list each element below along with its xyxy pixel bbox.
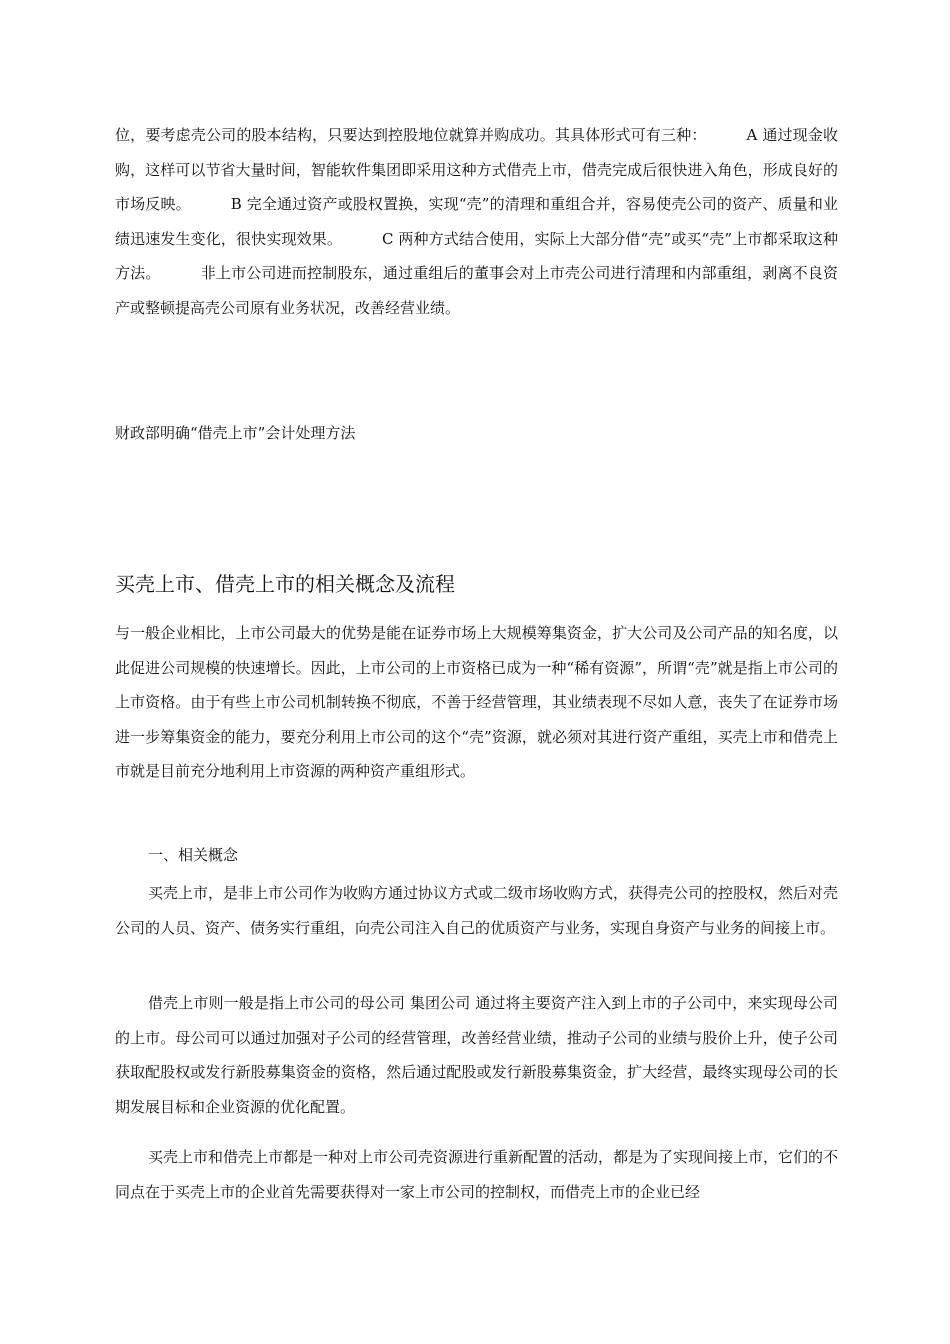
form-option-b: B 完全通过资产或股权置换，实现“壳”的清理和重组合并，容易使壳公司的资产、质量和业绩迅速发生变化，很快实现效果。 bbox=[115, 195, 838, 248]
paragraph-forms bbox=[115, 118, 838, 325]
paragraph-forms-intro: 位，要考虑壳公司的股本结构，只要达到控股地位就算并购成功。其具体形式可有三种： bbox=[115, 126, 707, 144]
form-option-c: C 两种方式结合使用，实际上大部分借“壳”或买“壳”上市都采取这种方法。 bbox=[115, 229, 838, 282]
paragraph-borrow-shell: 借壳上市则一般是指上市公司的母公司 集团公司 通过将主要资产注入到上市的子公司中，来实现母公司的上市。母公司可以通过加强对子公司的经营管理，改善经营业绩，推动子公司的业绩与股价上升，使子公司获取配股权或发行新股募集资金的资格，然后通过配股或发行新股募集资金，扩大经营，最终实现母公司的长期发展目标和企业资源的优化配置。 bbox=[115, 994, 838, 1116]
section-heading: 买壳上市、借壳上市的相关概念及流程 bbox=[115, 572, 455, 596]
paragraph-forms-tail: 非上市公司进而控制股东，通过重组后的董事会对上市壳公司进行清理和内部重组，剥离不良资产或整顿提高壳公司原有业务状况，改善经营业绩。 bbox=[115, 264, 838, 317]
form-option-a: A 通过现金收购，这样可以节省大量时间，智能软件集团即采用这种方式借壳上市，借壳完成后很快进入角色，形成良好的市场反映。 bbox=[115, 126, 838, 213]
paragraph-comparison: 买壳上市和借壳上市都是一种对上市公司壳资源进行重新配置的活动，都是为了实现间接上市，它们的不同点在于买壳上市的企业首先需要获得对一家上市公司的控制权，而借壳上市的企业已经 bbox=[115, 1148, 839, 1201]
paragraph-intro: 与一般企业相比，上市公司最大的优势是能在证券市场上大规模筹集资金，扩大公司及公司产品的知名度，以此促进公司规模的快速增长。因此，上市公司的上市资格已成为一种“稀有资源”，所谓“壳”就是指上市公司的上市资格。由于有些上市公司机制转换不彻底，不善于经营管理，其业绩表现不尽如人意，丧失了在证券市场进一步筹集资金的能力，要充分利用上市公司的这个“壳”资源，就必须对其进行资产重组，买壳上市和借壳上市就是目前充分地利用上市资源的两种资产重组形式。 bbox=[115, 624, 838, 780]
ministry-note: 财政部明确“借壳上市”会计处理方法 bbox=[115, 424, 356, 442]
paragraph-buy-shell: 买壳上市，是非上市公司作为收购方通过协议方式或二级市场收购方式，获得壳公司的控股权，然后对壳公司的人员、资产、债务实行重组，向壳公司注入自己的优质资产与业务，实现自身资产与业务的间接上市。 bbox=[115, 884, 839, 937]
subheading-concepts: 一、相关概念 bbox=[148, 846, 239, 864]
